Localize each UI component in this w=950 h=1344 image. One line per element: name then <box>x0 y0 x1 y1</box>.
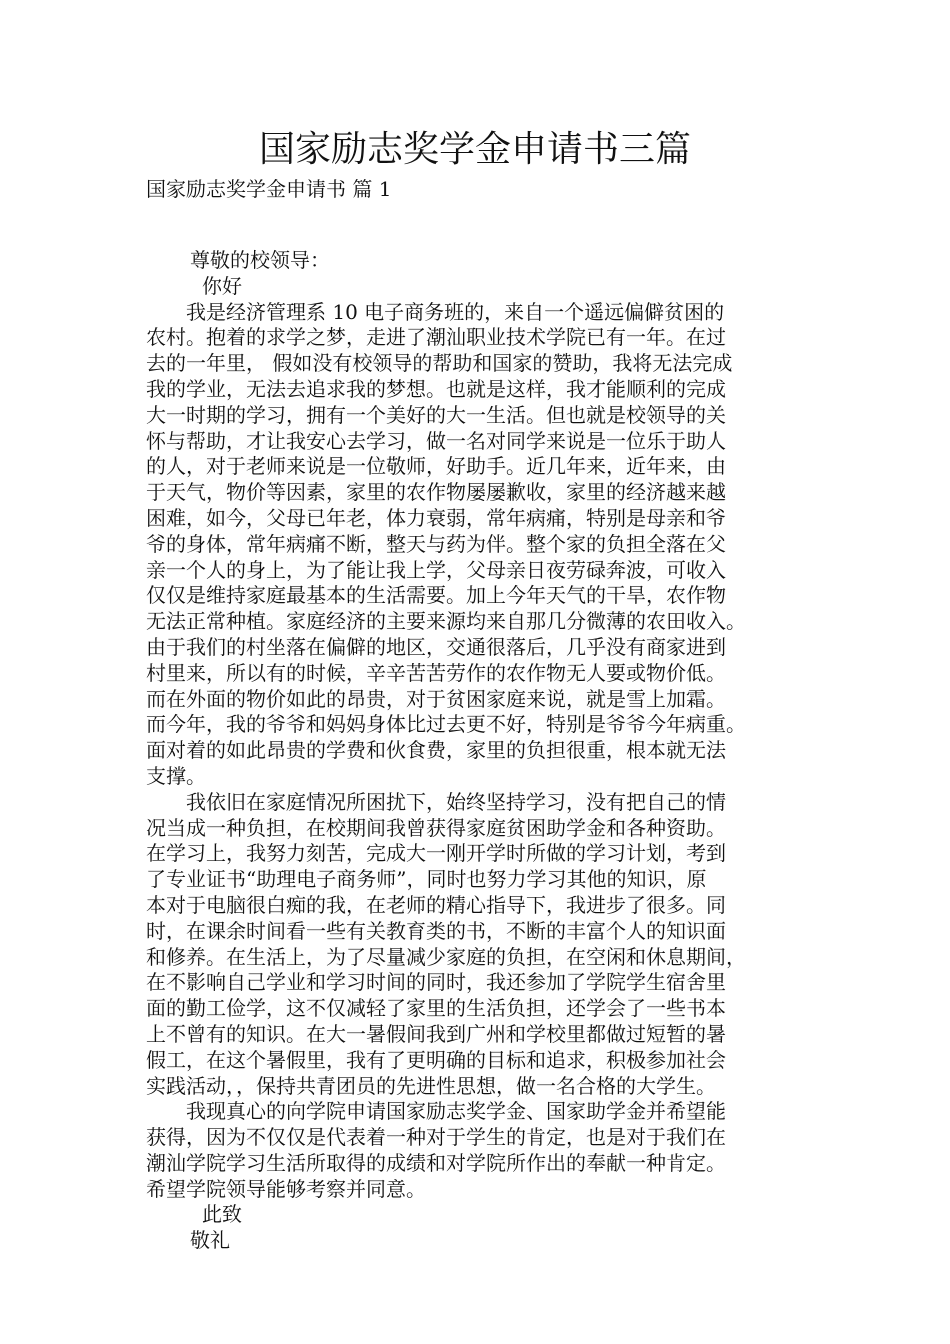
letter-line: 获得，因为不仅仅是代表着一种对于学生的肯定，也是对于我们在 <box>146 1125 726 1150</box>
letter-line: 我是经济管理系 10 电子商务班的，来自一个遥远偏僻贫困的 <box>146 299 725 324</box>
letter-greeting: 你好 <box>202 273 242 298</box>
letter-closing: 此致 <box>202 1202 242 1227</box>
letter-line: 上不曾有的知识。在大一暑假间我到广州和学校里都做过短暂的暑 <box>146 1021 726 1046</box>
letter-line: 大一时期的学习，拥有一个美好的大一生活。但也就是校领导的关 <box>146 402 726 427</box>
letter-line: 仅仅是维持家庭最基本的生活需要。加上今年天气的干旱，农作物 <box>146 583 726 608</box>
letter-line: 况当成一种负担，在校期间我曾获得家庭贫困助学金和各种资助。 <box>146 815 726 840</box>
letter-line: 亲一个人的身上，为了能让我上学，父母亲日夜劳碌奔波，可收入 <box>146 557 726 582</box>
letter-body <box>146 248 826 1254</box>
letter-regards: 敬礼 <box>190 1228 230 1253</box>
letter-line: 困难，如今，父母已年老，体力衰弱，常年病痛，特别是母亲和爷 <box>146 505 726 530</box>
letter-line: 和修养。在生活上，为了尽量减少家庭的负担，在空闲和休息期间， <box>146 944 746 969</box>
letter-line: 我现真心的向学院申请国家励志奖学金、国家助学金并希望能 <box>146 1099 726 1124</box>
letter-paragraphs <box>146 300 826 1203</box>
letter-line: 面对着的如此昂贵的学费和伙食费，家里的负担很重，根本就无法 <box>146 738 726 763</box>
letter-line: 农村。抱着的求学之梦，走进了潮汕职业技术学院已有一年。在过 <box>146 325 726 350</box>
letter-line: 爷的身体，常年病痛不断，整天与药为伴。整个家的负担全落在父 <box>146 531 726 556</box>
letter-line: 怀与帮助，才让我安心去学习，做一名对同学来说是一位乐于助人 <box>146 428 726 453</box>
letter-line: 在不影响自己学业和学习时间的同时，我还参加了学院学生宿舍里 <box>146 970 726 995</box>
letter-line: 于天气，物价等因素，家里的农作物屡屡歉收，家里的经济越来越 <box>146 480 726 505</box>
letter-line: 了专业证书“助理电子商务师”，同时也努力学习其他的知识，原 <box>146 867 707 892</box>
letter-line: 无法正常种植。家庭经济的主要来源均来自那几分微薄的农田收入。 <box>146 609 746 634</box>
letter-line: 而今年，我的爷爷和妈妈身体比过去更不好，特别是爷爷今年病重。 <box>146 712 746 737</box>
letter-line: 而在外面的物价如此的昂贵，对于贫困家庭来说，就是雪上加霜。 <box>146 686 726 711</box>
letter-line: 希望学院领导能够考察并同意。 <box>146 1176 426 1201</box>
letter-line: 面的勤工俭学，这不仅减轻了家里的生活负担，还学会了一些书本 <box>146 996 726 1021</box>
letter-line: 时，在课余时间看一些有关教育类的书，不断的丰富个人的知识面 <box>146 918 726 943</box>
letter-line: 我依旧在家庭情况所困扰下，始终坚持学习，没有把自己的情 <box>146 789 726 814</box>
letter-line: 实践活动，，保持共青团员的先进性思想，做一名合格的大学生。 <box>146 1073 716 1098</box>
letter-line: 在学习上，我努力刻苦，完成大一刚开学时所做的学习计划，考到 <box>146 841 726 866</box>
letter-line: 村里来，所以有的时候，辛辛苦苦劳作的农作物无人要或物价低。 <box>146 660 726 685</box>
letter-line: 的人，对于老师来说是一位敬师，好助手。近几年来，近年来，由 <box>146 454 726 479</box>
letter-line: 假工，在这个暑假里，我有了更明确的目标和追求，积极参加社会 <box>146 1047 726 1072</box>
letter-line: 由于我们的村坐落在偏僻的地区，交通很落后，几乎没有商家进到 <box>146 634 726 659</box>
document-title: 国家励志奖学金申请书三篇 <box>258 129 691 170</box>
letter-salutation: 尊敬的校领导： <box>190 248 330 272</box>
letter-line: 本对于电脑很白痴的我，在老师的精心指导下，我进步了很多。同 <box>146 892 726 917</box>
letter-line: 潮汕学院学习生活所取得的成绩和对学院所作出的奉献一种肯定。 <box>146 1150 726 1175</box>
letter-line: 我的学业，无法去追求我的梦想。也就是这样，我才能顺利的完成 <box>146 376 726 401</box>
letter-line: 支撑。 <box>146 763 206 788</box>
document-subtitle: 国家励志奖学金申请书 篇 1 <box>146 177 392 201</box>
letter-line: 去的一年里， 假如没有校领导的帮助和国家的赞助，我将无法完成 <box>146 351 733 376</box>
